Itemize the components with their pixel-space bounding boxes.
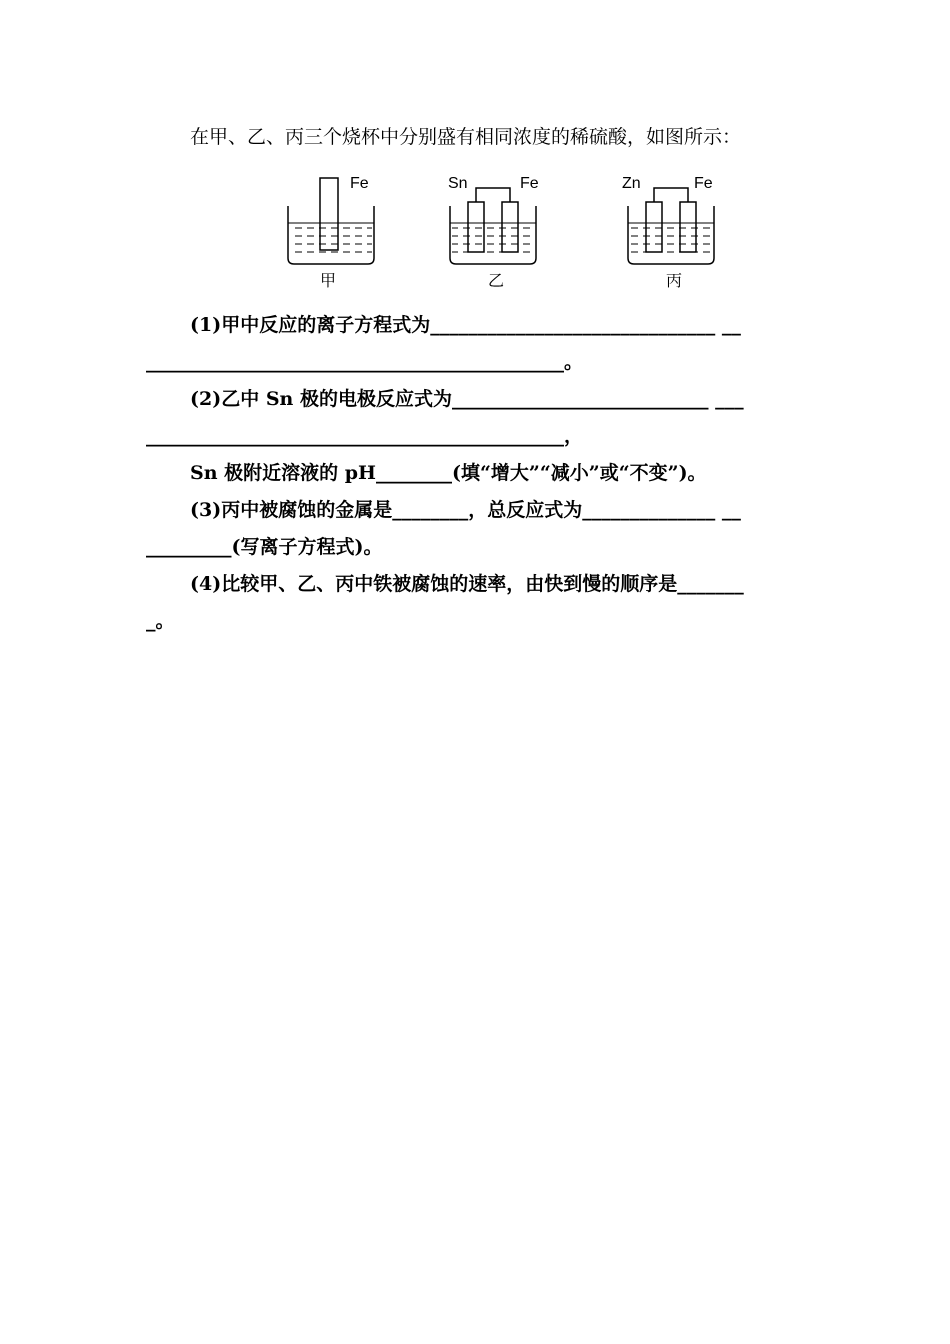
solution [290,223,372,258]
electrode-label: Zn [622,175,641,192]
question-2-line-2: ____________________________________________， [146,425,584,447]
question-1-line-2: ____________________________________________。 [146,351,584,373]
connecting-wire [654,188,688,202]
question-4-line-2: _。 [146,610,175,632]
beaker-figure [270,168,720,296]
question-2-line-1: (2)乙中 Sn 极的电极反应式为___________________________ ___ [190,388,744,410]
electrode-label: Fe [350,175,369,192]
beaker-yi [448,175,539,290]
question-4-line-1: (4)比较甲、乙、丙中铁被腐蚀的速率，由快到慢的顺序是_______ [190,573,744,595]
electrode-label: Fe [520,175,539,192]
beaker-label: 甲 [320,271,337,290]
beaker-bing [622,175,714,290]
question-3-line-1: (3)丙中被腐蚀的金属是________，总反应式为______________ __ [190,499,741,521]
solution [452,223,534,258]
connecting-wire [476,188,510,202]
question-2-line-3: Sn 极附近溶液的 pH________(填“增大”“减小”或“不变”)。 [190,462,707,484]
beaker-label: 乙 [488,271,505,290]
intro-text: 在甲、乙、丙三个烧杯中分别盛有相同浓度的稀硫酸，如图所示： [190,126,742,148]
beaker-jia [288,175,374,290]
solution [630,223,712,258]
question-3-line-2: _________(写离子方程式)。 [146,536,383,558]
question-1-line-1: (1)甲中反应的离子方程式为______________________________ __ [190,314,741,336]
beaker-label: 丙 [666,271,683,290]
electrode-label: Sn [448,175,468,192]
electrode-label: Fe [694,175,713,192]
